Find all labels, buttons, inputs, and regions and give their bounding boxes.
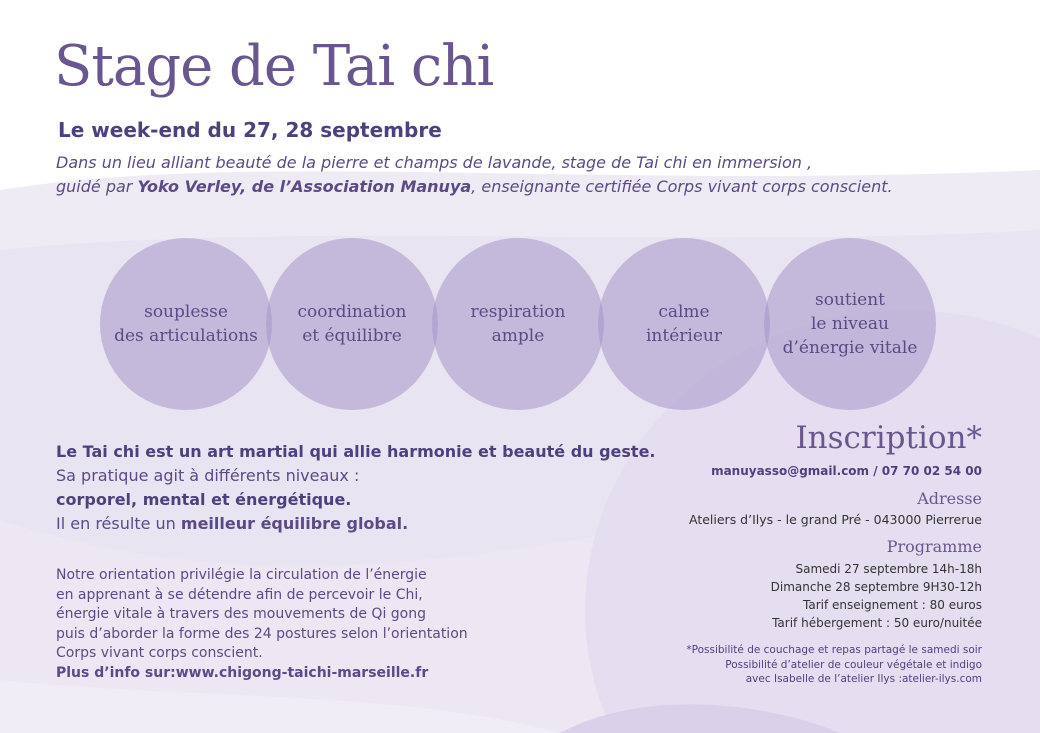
orientation-line: Notre orientation privilégie la circulation de l’énergie [56,567,427,583]
programme-list [771,560,982,632]
inscription-heading: Inscription* [795,420,982,456]
description [56,440,676,536]
programme-heading: Programme [886,537,982,556]
benefit-circle-flexibility [100,238,272,410]
result-pre: Il en résulte un [56,514,181,533]
address-text: Ateliers d’Ilys - le grand Pré - 043000 Pierrerue [689,512,982,527]
programme-line: Dimanche 28 septembre 9H30-12h [770,580,982,594]
circle-line: le niveau [810,314,890,334]
circle-line: soutient [814,290,886,310]
orientation-text [56,566,676,683]
intro-line-2-pre: guidé par [56,177,138,196]
programme-line: Tarif enseignement : 80 euros [803,598,982,612]
circle-line: intérieur [646,326,722,346]
note-line: Possibilité d’atelier de couleur végétale et indigo [725,658,982,671]
event-dates: Le week-end du 27, 28 septembre [58,118,442,142]
circle-line: ample [491,326,545,346]
circle-line: respiration [470,302,566,322]
description-headline: Le Tai chi est un art martial qui allie harmonie et beauté du geste. [56,442,656,461]
page-title: Stage de Tai chi [54,34,494,99]
contact-info[interactable]: manuyasso@gmail.com / 07 70 02 54 00 [711,464,982,478]
description-line: Sa pratique agit à différents niveaux : [56,466,360,485]
intro-line-2-post: , enseignante certifiée Corps vivant corps conscient. [471,177,893,196]
intro-line-2 [56,175,1036,199]
orientation-line: en apprenant à se détendre afin de percevoir le Chi, [56,586,423,603]
intro-text [56,151,1036,199]
note-line: avec Isabelle de l’atelier Ilys :atelier-ilys.com [745,673,982,685]
programme-line: Tarif hébergement : 50 euro/nuitée [772,616,982,630]
benefit-circle-energy [764,238,936,410]
benefit-circle-coordination [266,238,438,410]
teacher-name: Yoko Verley, de l’Association Manuya [137,177,472,196]
description-result [56,512,676,536]
circle-line: des articulations [114,326,258,346]
circle-line: d’énergie vitale [782,338,918,358]
note-line: *Possibilité de couchage et repas partagé le samedi soir [686,644,982,656]
address-heading: Adresse [917,489,982,508]
orientation-line: puis d’aborder la forme des 24 postures selon l’orientation [56,625,468,642]
website-link-text[interactable]: Plus d’info sur:www.chigong-taichi-marseille.fr [56,664,429,681]
circle-line: coordination [297,302,407,322]
orientation-line: Corps vivant corps conscient. [56,645,263,661]
benefit-circle-breathing [432,238,604,410]
result-bold: meilleur équilibre global. [180,514,409,533]
notes [686,643,982,687]
website-link[interactable] [56,664,676,684]
intro-line-1: Dans un lieu alliant beauté de la pierre et champs de lavande, stage de Tai chi en immersion , [56,153,813,172]
circle-line: souplesse [144,302,228,322]
circle-line: et équilibre [302,326,402,346]
orientation-line: énergie vitale à travers des mouvements de Qi gong [56,606,426,622]
benefit-circle-calm [598,238,770,410]
programme-line: Samedi 27 septembre 14h-18h [795,562,982,576]
circle-line: calme [658,302,710,322]
description-levels: corporel, mental et énergétique. [56,490,352,509]
